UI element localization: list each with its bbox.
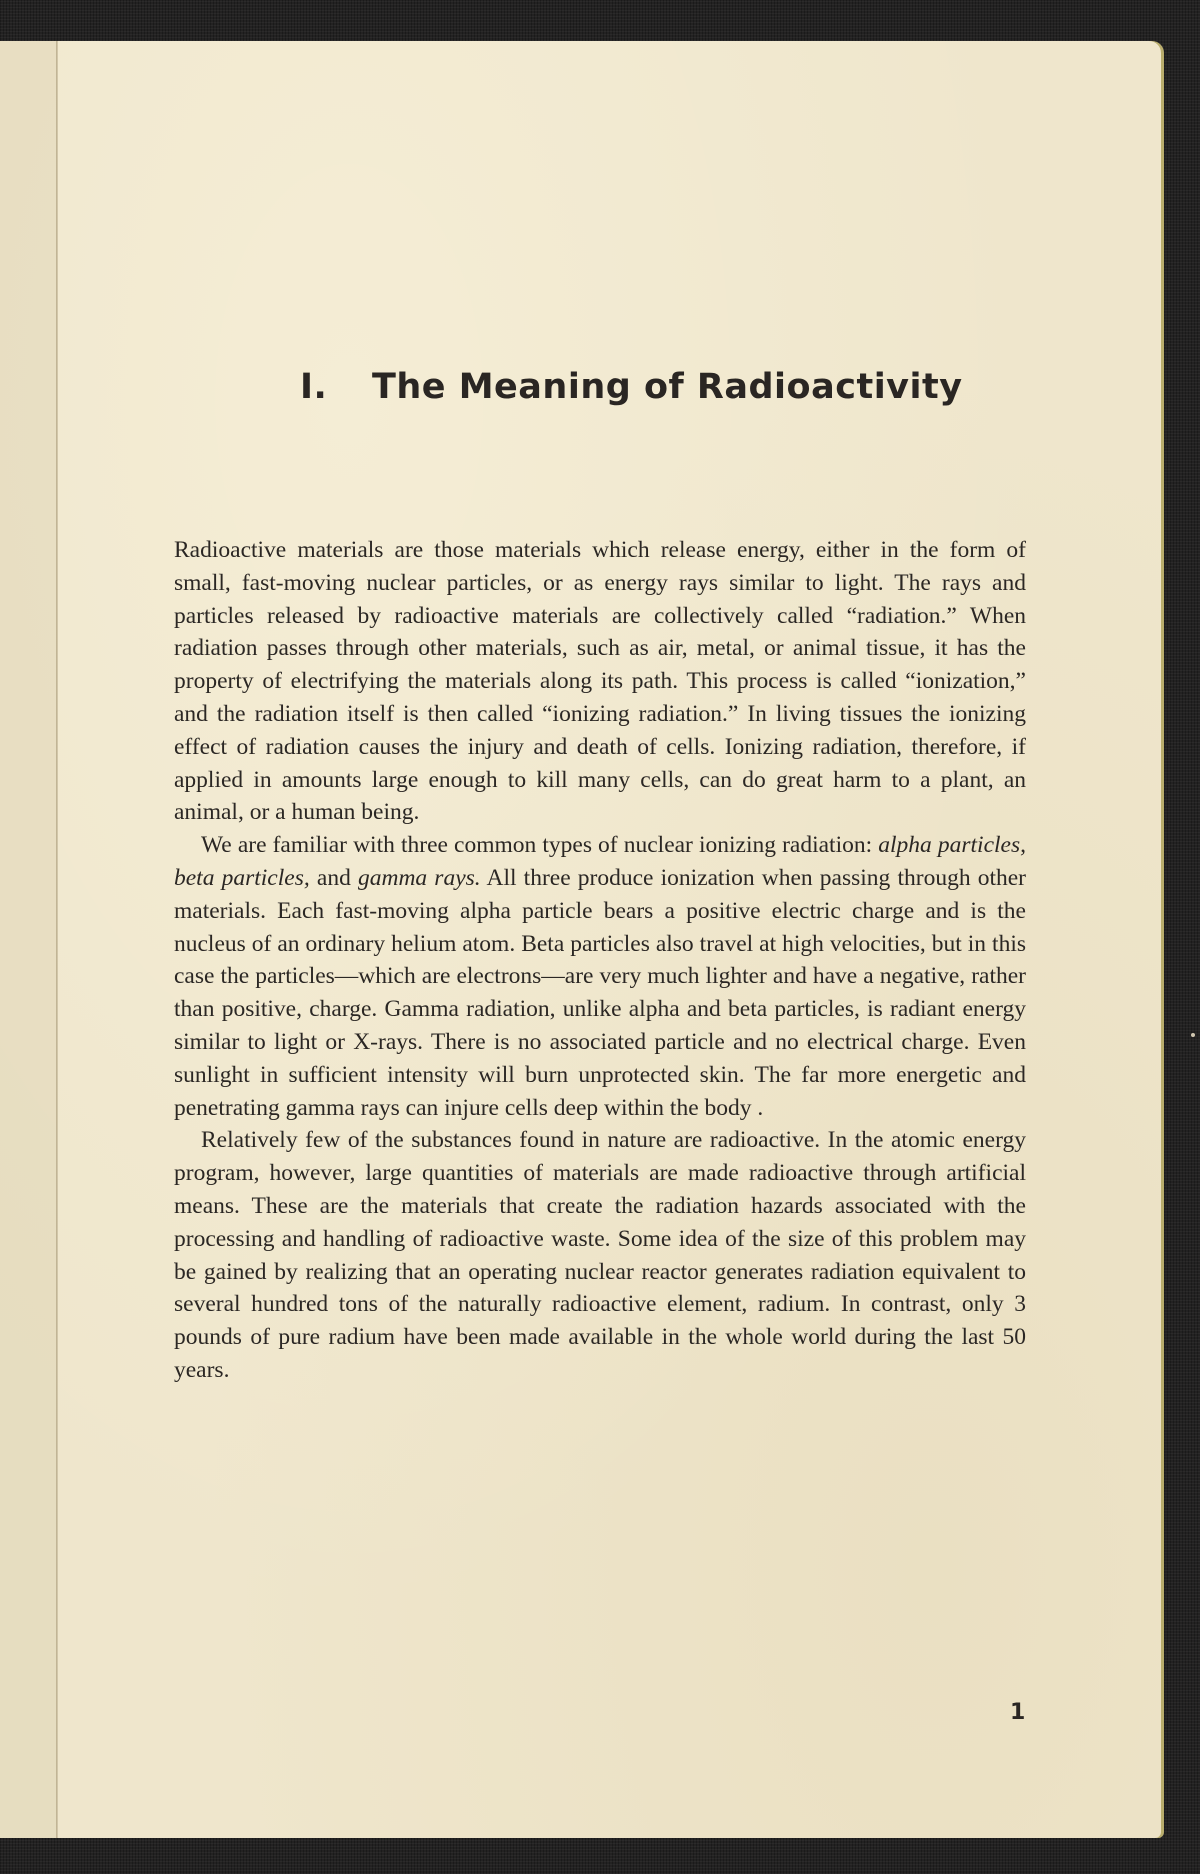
emphasis-gamma-rays: gamma rays. — [357, 864, 481, 891]
paragraph-text: and — [309, 864, 358, 891]
paragraph-3 — [174, 1124, 1026, 1386]
paragraph-text: We are familiar with three common types of nuclear ionizing radiation: — [201, 832, 879, 859]
paragraph-text: Radioactive materials are those materials which release energy, either in the form of small, fast-moving nuclear particles, or as energy rays similar to light. The rays and particles released by radioactive materials are collectively called “radiation.” When radiation passes through other materials, such as air, metal, or animal tissue, it has the property of electrifying the materials along its path. This process is called “ionization,” and the radiation itself is then called “ionizing radiation.” In living tissues the ionizing effect of radiation causes the injury and death of cells. Ionizing radiation, therefore, if applied in amounts large enough to kill many cells, can do great harm to a plant, an animal, or a human being. — [174, 537, 1026, 826]
chapter-heading — [300, 367, 963, 407]
page-number: 1 — [1010, 1700, 1026, 1725]
paragraph-text: Relatively few of the substances found in nature are radioactive. In the atomic energy program, however, large quantities of materials are made radioactive through artificial means. These are the materials that create the radiation hazards associated with the processing and handling of radioactive waste. Some idea of the size of this problem may be gained by realizing that an operating nuclear reactor generates radiation equivalent to several hundred tons of the naturally radioactive element, radium. In contrast, only 3 pounds of pure radium have been made available in the whole world during the last 50 years. — [174, 1127, 1026, 1383]
chapter-title: The Meaning of Radioactivity — [372, 367, 963, 407]
binding-gutter-line — [56, 41, 58, 1838]
body-text — [174, 534, 1026, 1387]
paragraph-text: All three produce ionization when passing through other materials. Each fast-moving alpha particle bears a positive electric charge and is the nucleus of an ordinary helium atom. Beta particles also travel at high velocities, but in this case the particles—which are electrons—are very much lighter and have a negative, rather than positive, charge. Gamma radiation, unlike alpha and beta particles, is radiant energy similar to light or X-rays. There is no associated particle and no electrical charge. Even sunlight in sufficient intensity will burn unprotected skin. The far more energetic and penetrating gamma rays can injure cells deep within the body . — [174, 864, 1026, 1121]
paragraph-2 — [174, 829, 1026, 1124]
paragraph-1 — [174, 534, 1026, 829]
chapter-number: I. — [300, 367, 328, 407]
facing-page-edge — [0, 41, 56, 1838]
emphasis-particles: alpha particles, beta particles, — [174, 832, 1026, 891]
cloth-speck — [1191, 1033, 1195, 1037]
book-page — [0, 41, 1164, 1838]
